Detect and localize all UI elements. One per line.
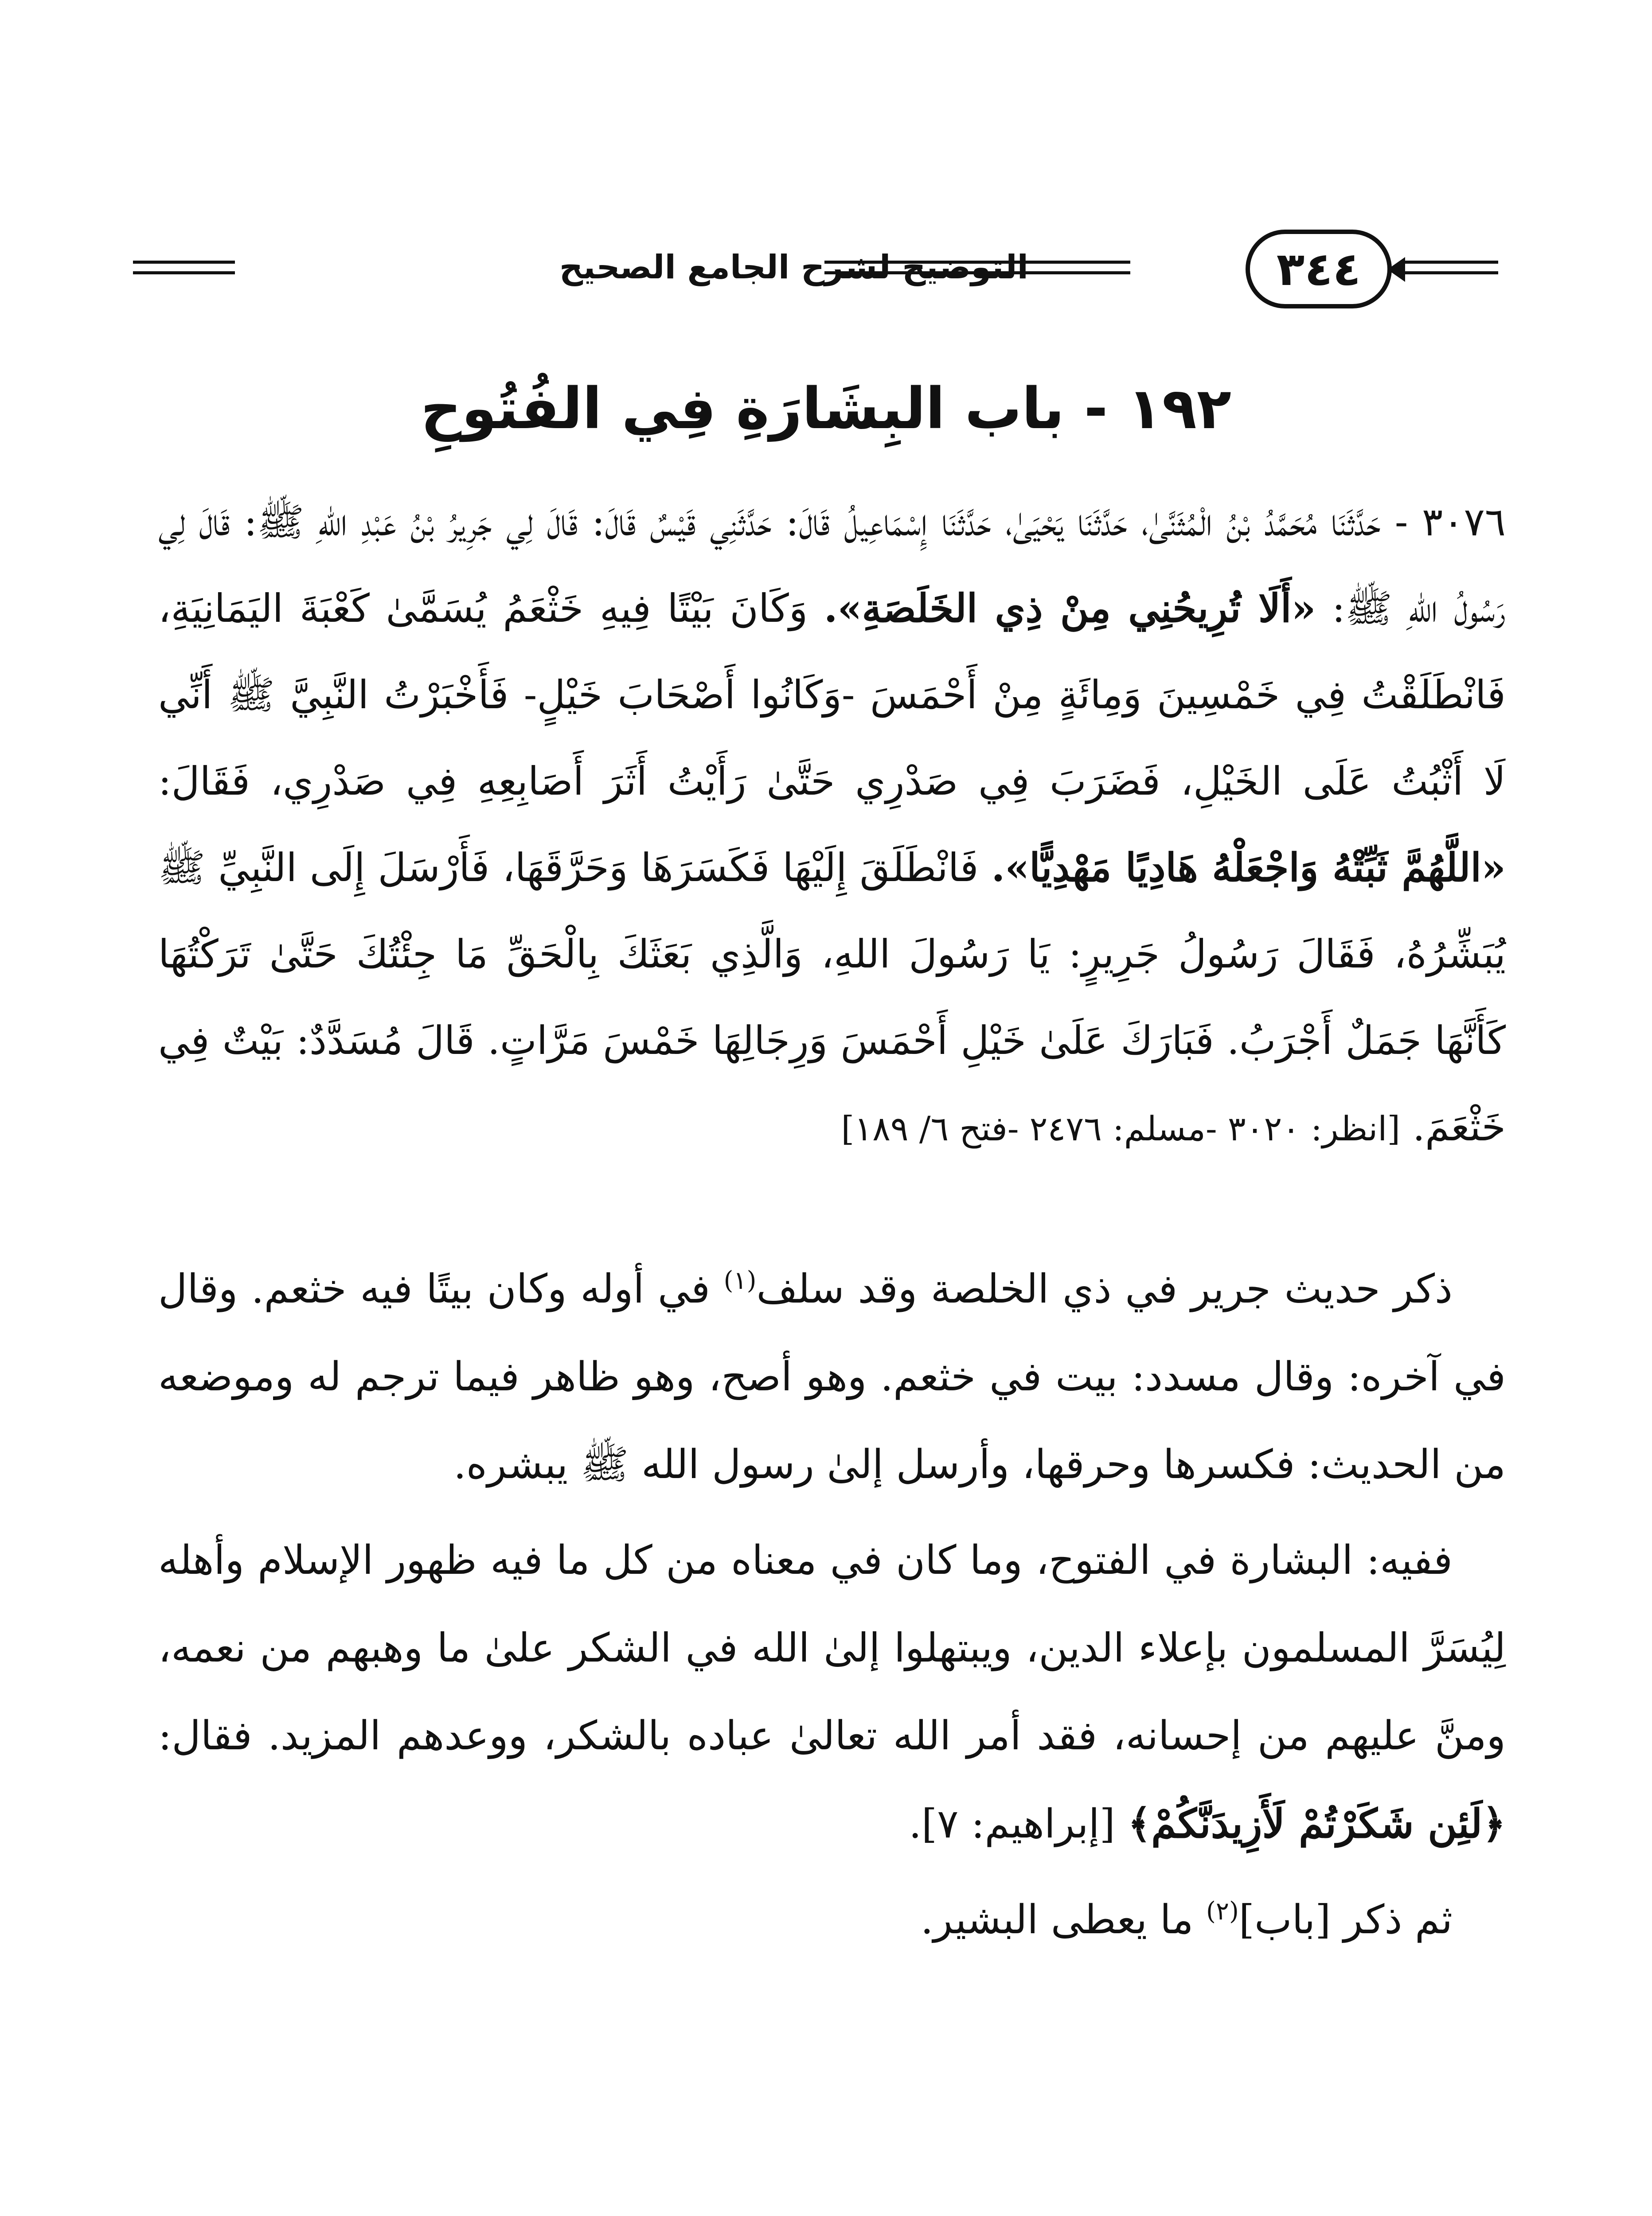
header-rule-right-top	[1405, 261, 1498, 264]
hadith-number: ٣٠٧٦	[1422, 499, 1506, 545]
header-rule-left-bottom	[133, 271, 235, 274]
chapter-heading	[133, 372, 1519, 446]
chapter-title: باب البِشَارَةِ فِي الفُتُوحِ	[421, 376, 1065, 442]
header-rule-middle-bottom	[824, 271, 1130, 274]
header-rule-middle-top	[824, 261, 1130, 264]
chapter-number: ١٩٢	[1127, 376, 1231, 442]
commentary-p3-text-b: ما يعطى البشير.	[920, 1896, 1194, 1943]
commentary	[158, 1245, 1506, 1964]
commentary-p2-text-a: ففيه: البشارة في الفتوح، وما كان في معناه من كل ما فيه ظهور الإسلام وأهله لِيُسَرَّ المسلمون بإعلاء الدين، ويبتهلوا إلىٰ الله في الشكر علىٰ ما وهبهم من نعمه، ومنَّ عليهم من إحسانه، فقد أمر الله تعالىٰ عباده بالشكر، ووعدهم المزيد. فقال:	[158, 1537, 1506, 1759]
hadith-isnad: - حَدَّثَنَا مُحَمَّدُ بْنُ الْمُثَنَّىٰ، حَدَّثَنَا يَحْيَىٰ، حَدَّثَنَا إِسْمَاعِيلُ قَالَ: حَدَّثَنِي قَيْسٌ قَالَ: قَالَ لِي جَرِيرُ بْنُ عَبْدِ اللهِ ﷺ: قَالَ لِي رَسُولُ اللهِ ﷺ:	[158, 499, 1506, 631]
hadith-narration-2: فَانْطَلَقَ إِلَيْهَا فَكَسَرَهَا وَحَرَّقَهَا، فَأَرْسَلَ إِلَى النَّبِيِّ ﷺ يُبَشِّرُهُ، فَقَالَ رَسُولُ جَرِيرٍ: يَا رَسُولَ اللهِ، وَالَّذِي بَعَثَكَ بِالْحَقِّ مَا جِئْتُكَ حَتَّىٰ تَرَكْتُهَا كَأَنَّهَا جَمَلٌ أَجْرَبُ. فَبَارَكَ عَلَىٰ خَيْلِ أَحْمَسَ وَرِجَالِهَا خَمْسَ مَرَّاتٍ. قَالَ مُسَدَّدٌ: بَيْتٌ فِي خَثْعَمَ.	[158, 845, 1506, 1150]
hadith-reference: [انظر: ٣٠٢٠ -مسلم: ٢٤٧٦ -فتح ٦/ ١٨٩]	[841, 1109, 1401, 1148]
commentary-p3-text-a: ثم ذكر [باب]	[1238, 1896, 1453, 1943]
header-rule-left-top	[133, 261, 235, 264]
chapter-separator: -	[1084, 376, 1108, 442]
page-number: ٣٤٤	[1246, 230, 1392, 308]
commentary-p1-text-a: ذكر حديث جرير في ذي الخلصة وقد سلف	[756, 1266, 1453, 1312]
header-rule-right-bottom	[1405, 271, 1498, 274]
quran-verse: ﴿لَئِن شَكَرْتُمْ لَأَزِيدَنَّكُمْ﴾	[1128, 1800, 1506, 1847]
running-title: التوضيح لشرح الجامع الصحيح	[559, 248, 1028, 286]
commentary-p1-text-b: في أوله وكان بيتًا فيه خثعم. وقال في آخره: وقال مسدد: بيت في خثعم. وهو أصح، وهو ظاهر فيما ترجم له وموضعه من الحديث: فكسرها وحرقها، وأرسل إلىٰ رسول الله ﷺ يبشره.	[158, 1266, 1506, 1488]
footnote-ref-2: (٢)	[1206, 1897, 1239, 1926]
commentary-paragraph-1	[158, 1245, 1506, 1509]
hadith-quote-2: «اللَّهُمَّ ثَبِّتْهُ وَاجْعَلْهُ هَادِيًا مَهْدِيًّا».	[991, 844, 1506, 890]
hadith-text	[158, 479, 1506, 1172]
commentary-paragraph-2	[158, 1517, 1506, 1868]
quran-reference: [إبراهيم: ٧].	[909, 1801, 1115, 1847]
commentary-paragraph-3	[158, 1876, 1506, 1964]
footnote-ref-1: (١)	[723, 1266, 757, 1295]
hadith-quote-1: «أَلَا تُرِيحُنِي مِنْ ذِي الخَلَصَةِ».	[824, 585, 1316, 631]
running-header	[133, 222, 1498, 319]
hadith-narration-1: وَكَانَ بَيْتًا فِيهِ خَثْعَمُ يُسَمَّىٰ كَعْبَةَ اليَمَانِيَةِ، فَانْطَلَقْتُ فِي خَمْسِينَ وَمِائَةٍ مِنْ أَحْمَسَ -وَكَانُوا أَصْحَابَ خَيْلٍ- فَأَخْبَرْتُ النَّبِيَّ ﷺ أَنِّي لَا أَثْبُتُ عَلَى الخَيْلِ، فَضَرَبَ فِي صَدْرِي حَتَّىٰ رَأَيْتُ أَثَرَ أَصَابِعِهِ فِي صَدْرِي، فَقَالَ:	[158, 585, 1506, 804]
